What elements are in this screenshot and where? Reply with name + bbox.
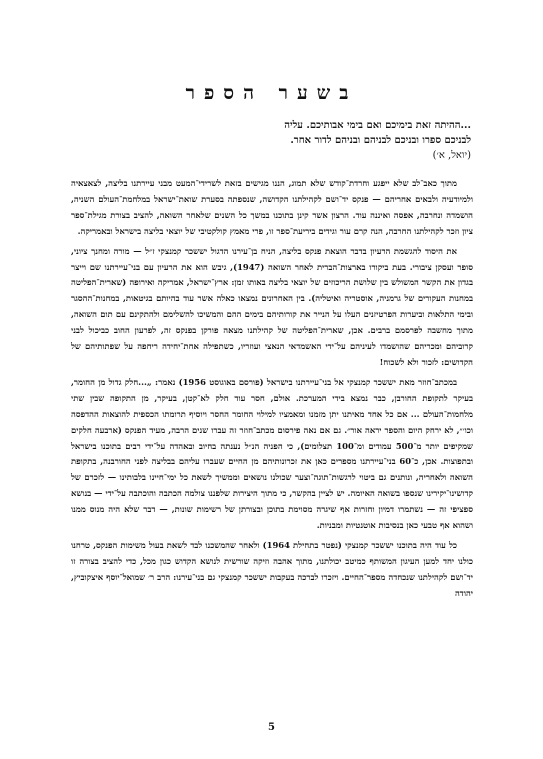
- page-title: בשער הספר: [185, 82, 358, 104]
- epigraph-source: (יואל, א׳): [432, 150, 471, 161]
- page-number: 5: [268, 722, 275, 733]
- epigraph-line: לבניכם ספרו ובניכם לבניהם ובניהם לדור אחר.: [290, 135, 471, 146]
- epigraph-line: ...ההיתה זאת בימיכם ואם בימי אבותיכם. עליה: [284, 120, 471, 131]
- epigraph: [71, 118, 471, 163]
- paragraph: כל עוד היה בתוכנו יששכר קמנצקי (נפטר בתחילת 1964) ולאחר שהמשכנו לבד לשאת בעול משימות הפנקס, טרחנו כולנו יחד למען העיגון המשותף כמיטב יכולתנו, מתוך אהבה וזיקה שורשית לנושא הקדוש כגון מכל, כדי להציב בצורה זו יד־ושם לקהילתנו שנכחדה מספר־החיים. ויזכרו לברכה בעקבות יששכר קמנצקי גם בני־עירנו: הרב ר׳ שמואל־יוסף איצקוביץ, יהודה: [71, 539, 473, 598]
- paragraph: מתוך כאב־לב שלא ייפגע וחרדת־קודש שלא תמוג, הננו מגישים בזאת לשרידי־המעט מבני עיירתנו בליצה, לצאצאיה ולמיודעיה ולבאים אחריהם — פנקס יד־ושם לקהילתנו הקדושה, שנספתה בסערת שואת־ישראל במלחמת־העולם השניה, הושמדה ונחרבה, אפסה ואיננה עוד. הרצון אשר קינן בתוכנו במשך כל השנים שלאחר השואה, להציב בצורת מגילת־ספר ציון וזכר לקהילתנו החרבה, הנה קרם עור וגידים ביריעת־ספר זו, פרי מאמץ קולקטיבי של יוצאי בליצה בישראל ובאמריקה.: [71, 178, 473, 236]
- paragraph: את היסוד להגשמת הרעיון בדבר הוצאת פנקס בליצה, הניח בן־עירנו הדגול יששכר קמנצקי ז״ל — מורה ומחנך ציוני, סופר ועסקן ציבורי. בעת ביקורו בארצות־הברית לאחר השואה (1947), גיבש הוא את הרעיון עם בני־עיירתנו שם וייצר בגדון את הקשר המשולש בין שלושת הריכוזים של יוצאי בליצה באותו זמן: ארץ־ישראל, אמריקה ואירופה (שארית־הפליטה במחנות העקורים של גרמניה, אוסטריה ואיטליה). בין האחרונים נמצאו כאלה אשר עוד בהיותם בגיטאות, במחנות־ההסגר ובימי התלאות וביערות הפרטיזנים העלו על הנייר את קורותיהם בימים ההם והמשיכו להשלימם ולהתקינם עם תום השואה, מתוך מחשבה לפרסמם ברבים. אכן, שארית־הפליטה של קהילתנו מצאה פורקן בפנקס זה, לפרעון החוב כביכול לבני קרוביהם ומכריהם שהושמדו לעיניהם על־ידי האשמדאי הנאצי ועוזריו, כשתפילה אחת־יחידה ריחפה על שפתותיהם של הקדושים: לזכור ולא לשכוח!: [71, 245, 473, 367]
- body-text: [71, 176, 473, 602]
- paragraph: במכתב־חוזר מאת יששכר קמנצקי אל בני־עיירתנו בישראל (פורסם באוגוסט 1956) נאמר: „...חלק גדול מן החומר, בעיקר לתקופת החורבן, כבר נמצא בידי המערכת. אולם, חסר עוד חלק לא־קטן, בעיקר, מן התקופה שבין שתי מלחמות־העולם ... אם כל אחד מאיתנו יתן מזמנו ומאמציו למילוי החומר החסר ויוסיף תרומתו הכספית להוצאות ההדפסה וכו׳״, לא ירחק היום והספר יראה אור״. גם אם נאה פירסום מכתב־חוזר זה עברו שנים הרבה, מעיד הפנקס (ארבעה חלקים שמקיפים יותר מ־500 עמודים ומ־100 תצלומים), כי הפניה הנ״ל נענתה בחיוב ובאהדה על־ידי רבים בתוכנו בישראל ובתפוצות. אכן, כ־60 בני־עיירתנו מספרים כאן את זכרונותיהם מן החיים שעברו עליהם בבליצה לפני החורבנה, בתקופת השואה ולאחריה, ונותנים גם ביטוי לרגשות־תוגה־וצער שכולנו נושאים וממשיך לשאת כל ימי־חיינו בלבותינו — לזכרם של קדושינו־יקירינו שנספו בשואה האיומה. יש לציין בהקשר, כי מתוך היצירות שלפננו צולמה הכתבה והוכתבה על־ידי — בנושא ספציפי זה — נשתמרו דמיון וחזרות אף שיגרה מסוימת בתוכן ובצורתן של רשימות שונות, — דבר שלא היה מנוס ממנו ושהוא אף טבעי כאן בנסיבות אוטנטיות ומבניות.: [71, 376, 473, 531]
